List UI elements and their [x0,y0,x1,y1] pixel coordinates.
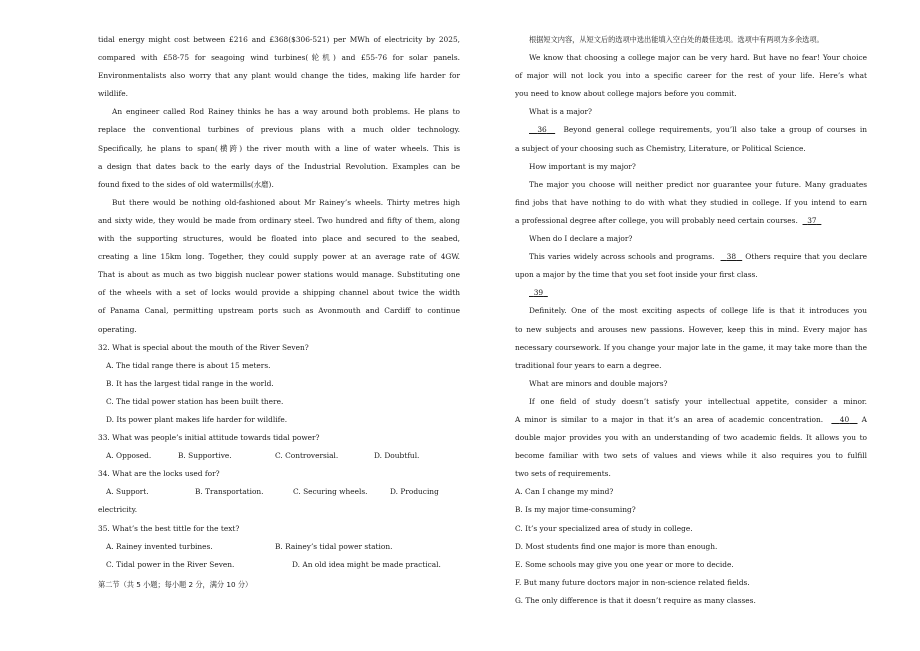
option-c[interactable]: C. It’s your specialized area of study in college. [515,523,693,533]
text-line: An engineer called Rod Rainey thinks he has a way around both problems. He plans to [112,107,460,117]
option-a[interactable]: A. Can I change my mind? [515,487,614,497]
text-line: a design that dates back to the early days of the Industrial Revolution. Examples can be [98,161,460,171]
question-32-option-d[interactable]: D. Its power plant makes life harder for wildlife. [106,414,288,424]
text-line: of Panama Canal, permitting upstream ports such as Avonmouth and Cardiff to continue [98,306,460,316]
text-line: We know that choosing a college major can be very hard. But have no fear! Your choice [529,53,867,63]
text-line: to new subjects and arouses new passions. However, keep this in mind. Every major has [515,324,867,334]
heading-what-is-major: What is a major? [529,107,592,117]
text-span: A [861,414,868,424]
text-span: This varies widely across schools and programs. [529,252,715,262]
text-line: tidal energy might cost between £216 and £368($306-521) per MWh of electricity by 2025, [98,35,460,44]
question-34-option-b[interactable]: B. Transportation. [195,487,264,497]
text-line: of the wheels with a set of locks would provide a shipping channel about twice the width [98,288,460,298]
question-34-option-a[interactable]: A. Support. [106,487,149,497]
right-column [515,31,867,610]
text-line [515,121,867,139]
text-line: If one field of study doesn’t satisfy your intellectual appetite, consider a minor. [529,396,867,406]
text-line: Specifically, he plans to span(横跨) the river mouth with a line of water wheels. This is [98,143,460,153]
question-33-option-c[interactable]: C. Controversial. [275,451,339,461]
question-35-option-d[interactable]: D. An old idea might be made practical. [292,559,441,569]
blank-36-number: 36 [537,125,547,135]
blank-40-number: 40 [839,414,850,424]
question-32-option-a[interactable]: A. The tidal range there is about 15 meters. [106,360,271,370]
text-line: replace the conventional turbines of previous plans with a much older technology. [98,125,460,135]
question-34-options [98,483,460,501]
text-span: Others require that you declare [745,252,868,262]
question-35-option-b[interactable]: B. Rainey’s tidal power station. [275,541,393,551]
text-line: That is about as much as two biggish nuclear power stations would manage. Substituting one [98,270,460,280]
option-b[interactable]: B. Is my major time-consuming? [515,505,636,515]
question-33-stem: 33. What was people’s initial attitude towards tidal power? [98,433,320,443]
question-35-stem: 35. What’s the best tittle for the text? [98,523,240,533]
blank-36[interactable] [529,125,555,134]
blank-38[interactable] [721,252,743,261]
text-line: and sixty wide, they would be made from ordinary steel. Two hundred and fifty of them, along [98,215,460,225]
text-line: Environmentalists also worry that any plant would change the tides, making life harder for [98,71,460,81]
text-line [515,411,867,429]
text-line: operating. [98,324,137,334]
question-32-option-c[interactable]: C. The tidal power station has been built there. [106,396,284,406]
blank-39-number: 39 [533,288,544,298]
question-32-stem: 32. What is special about the mouth of the River Seven? [98,342,309,352]
section-heading: 第二节（共 5 小题；每小题 2 分，满分 10 分） [98,579,253,589]
text-line [515,248,867,266]
text-span: A minor is similar to a major in that it’s an area of academic concentration. [515,414,824,424]
option-f[interactable]: F. But many future doctors major in non-science related fields. [515,577,750,587]
text-line: of major will not lock you into a specific career for the rest of your life. Here’s what [515,71,867,81]
text-line: become familiar with two sets of values and views while it also requires you to fulfill [515,451,867,461]
text-line [515,284,867,302]
question-35-options-row1 [98,538,460,556]
blank-37[interactable] [803,216,822,225]
text-line: with the supporting structures, would be floated into place and secured to the seabed, [98,234,460,244]
option-d[interactable]: D. Most students find one major is more than enough. [515,541,718,551]
text-line: creating a line 15km long. Together, they could supply power at an average rate of 4GW. [98,252,460,262]
question-33-option-b[interactable]: B. Supportive. [178,451,232,461]
question-35-option-c[interactable]: C. Tidal power in the River Seven. [106,559,235,569]
heading-how-important: How important is my major? [529,161,636,171]
question-32-option-b[interactable]: B. It has the largest tidal range in the world. [106,378,274,388]
question-34-option-d-wrap: electricity. [98,505,138,515]
question-33-options [98,447,460,465]
question-34-stem: 34. What are the locks used for? [98,469,220,479]
question-35-option-a[interactable]: A. Rainey invented turbines. [106,541,213,551]
question-34-option-c[interactable]: C. Securing wheels. [293,487,368,497]
text-line: you need to know about college majors before you commit. [515,89,737,99]
text-line: compared with £58-75 for seagoing wind turbines(轮机) and £55-76 for solar panels. [98,53,460,63]
question-34-option-d[interactable]: D. Producing [390,487,439,497]
text-span: Beyond general college requirements, you’ll also take a group of courses in [563,125,868,135]
question-35-options-row2 [98,556,460,574]
blank-40[interactable] [831,415,857,424]
text-line [515,212,867,230]
text-line: The major you choose will neither predict nor guarantee your future. Many graduates [529,179,867,189]
left-column [98,31,460,594]
text-line: a subject of your choosing such as Chemistry, Literature, or Political Science. [515,143,806,153]
text-line: two sets of requirements. [515,469,611,479]
blank-37-number: 37 [807,215,817,225]
text-line: found fixed to the sides of old watermills(水磨). [98,179,274,189]
text-line: But there would be nothing old-fashioned about Mr Rainey’s wheels. Thirty metres high [112,197,460,207]
option-e[interactable]: E. Some schools may give you one year or more to decide. [515,559,734,569]
text-line: upon a major by the time that you set foot inside your first class. [515,270,758,280]
text-line: double major provides you with an understanding of two academic fields. It allows you to [515,433,867,443]
question-33-option-d[interactable]: D. Doubtful. [374,451,420,461]
text-line: traditional four years to earn a degree. [515,360,662,370]
instruction: 根据短文内容，从短文后的选项中选出能填入空白处的最佳选项。选项中有两项为多余选项。 [529,35,824,44]
text-line: Definitely. One of the most exciting aspects of college life is that it introduces you [529,306,867,316]
text-line: wildlife. [98,89,128,99]
question-33-option-a[interactable]: A. Opposed. [106,451,152,461]
text-line: find jobs that have nothing to do with what they studied in college. If you intend to earn [515,197,867,207]
heading-minors: What are minors and double majors? [529,378,668,388]
text-line: necessary coursework. If you change your major late in the game, it may take more than the [515,342,867,352]
blank-39[interactable] [529,288,548,297]
blank-38-number: 38 [726,252,737,262]
heading-when-declare: When do I declare a major? [529,234,633,244]
option-g[interactable]: G. The only difference is that it doesn’t require as many classes. [515,595,756,605]
text-span: a professional degree after college, you will probably need certain courses. [515,215,798,225]
